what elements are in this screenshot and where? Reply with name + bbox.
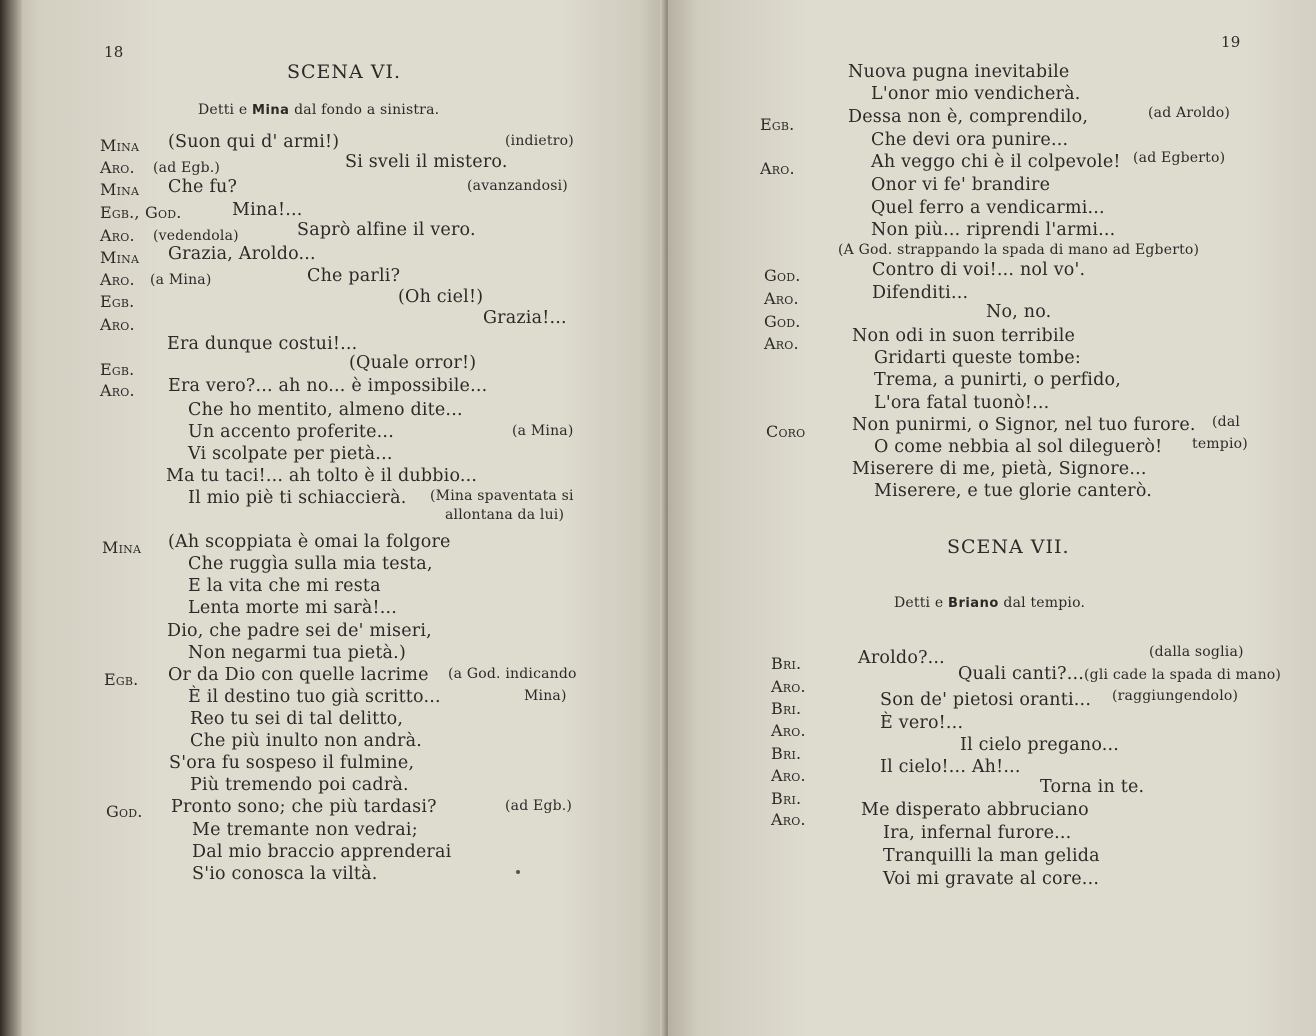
- verse-line: Ma tu taci!... ah tolto è il dubbio...: [166, 466, 478, 486]
- ink-spot: [516, 870, 520, 874]
- speaker: God.: [764, 312, 801, 331]
- speaker: Aro.: [100, 381, 135, 400]
- stage-direction: (vedendola): [153, 228, 239, 244]
- verse-line: S'io conosca la viltà.: [192, 864, 378, 884]
- speaker: Egb.: [760, 115, 795, 134]
- verse-line: Era vero?... ah no... è impossibile...: [168, 376, 488, 396]
- speaker: Egb.: [100, 360, 135, 379]
- verse-line: (Quale orror!): [349, 353, 477, 373]
- speaker: Aro.: [764, 334, 799, 353]
- page-number: 18: [104, 43, 124, 61]
- verse-line: L'onor mio vendicherà.: [871, 84, 1081, 104]
- verse-line: Non più... riprendi l'armi...: [871, 220, 1116, 240]
- stage-direction: (avanzandosi): [467, 178, 568, 194]
- stage-direction: (A God. strappando la spada di mano ad Egberto): [838, 242, 1200, 258]
- verse-line: Dessa non è, comprendilo,: [848, 107, 1089, 127]
- verse-line: Miserere, e tue glorie canterò.: [874, 481, 1153, 501]
- verse-line: Che ruggìa sulla mia testa,: [188, 554, 433, 574]
- speaker: Coro: [766, 422, 806, 441]
- speaker: Aro.: [771, 677, 806, 696]
- verse-line: Mina!...: [232, 200, 303, 220]
- speaker: God.: [764, 266, 801, 285]
- scene-title: SCENA VI.: [287, 61, 402, 83]
- verse-line: Che fu?: [168, 177, 238, 197]
- verse-line: O come nebbia al sol dileguerò!: [874, 437, 1163, 457]
- verse-line: Più tremendo poi cadrà.: [190, 775, 409, 795]
- speaker: Aro.: [100, 226, 135, 245]
- stage-direction: (a God. indicando: [448, 666, 577, 682]
- verse-line: Non odi in suon terribile: [852, 326, 1076, 346]
- verse-line: (Suon qui d' armi!): [168, 132, 340, 152]
- book-edge: [0, 0, 22, 1036]
- speaker: Bri.: [771, 744, 802, 763]
- verse-line: Voi mi gravate al core...: [883, 869, 1100, 889]
- scene-direction: Detti e Mina dal fondo a sinistra.: [198, 102, 440, 118]
- speaker: Bri.: [771, 789, 802, 808]
- stage-direction: (ad Egberto): [1133, 150, 1226, 166]
- verse-line: Or da Dio con quelle lacrime: [168, 665, 429, 685]
- verse-line: Gridarti queste tombe:: [874, 348, 1081, 368]
- stage-direction: Mina): [524, 688, 567, 704]
- verse-line: Che più inulto non andrà.: [190, 731, 422, 751]
- speaker: Aro.: [100, 158, 135, 177]
- verse-line: Tranquilli la man gelida: [883, 846, 1100, 866]
- speaker: Bri.: [771, 699, 802, 718]
- verse-line: Me disperato abbruciano: [861, 800, 1089, 820]
- verse-line: Era dunque costui!...: [167, 334, 358, 354]
- page-number: 19: [1221, 33, 1241, 51]
- speaker: Aro.: [100, 270, 135, 289]
- stage-direction: (gli cade la spada di mano): [1084, 667, 1282, 683]
- speaker: Mina: [100, 248, 140, 267]
- verse-line: Il cielo pregano...: [960, 735, 1120, 755]
- verse-line: Che parli?: [307, 266, 401, 286]
- right-page: [668, 0, 1316, 1036]
- speaker: Mina: [100, 180, 140, 199]
- verse-line: Saprò alfine il vero.: [297, 220, 476, 240]
- stage-direction: (ad Aroldo): [1148, 105, 1230, 121]
- stage-direction: (ad Egb.): [505, 798, 573, 814]
- character-name: Mina: [252, 103, 290, 118]
- verse-line: No, no.: [986, 302, 1052, 322]
- speaker: Aro.: [771, 766, 806, 785]
- speaker: Mina: [100, 136, 140, 155]
- speaker: Aro.: [764, 289, 799, 308]
- scene-direction: Detti e Briano dal tempio.: [894, 595, 1086, 611]
- verse-line: Dio, che padre sei de' miseri,: [167, 621, 432, 641]
- stage-direction: (a Mina): [512, 423, 574, 439]
- verse-line: Non negarmi tua pietà.): [188, 643, 406, 663]
- verse-line: Quali canti?...(gli cade la spada di mano): [958, 664, 1282, 684]
- verse-line: Me tremante non vedrai;: [192, 820, 418, 840]
- stage-direction: (dal: [1212, 414, 1241, 430]
- verse-line: (Oh ciel!): [398, 287, 484, 307]
- speaker: Aro.: [100, 315, 135, 334]
- speaker: Egb.: [100, 292, 135, 311]
- verse-line: Ira, infernal furore...: [883, 823, 1072, 843]
- verse-line: Pronto sono; che più tardasi?: [171, 797, 437, 817]
- stage-direction: allontana da lui): [445, 507, 565, 523]
- speaker: Aro.: [771, 721, 806, 740]
- verse-line: Si sveli il mistero.: [345, 152, 508, 172]
- verse-line: Ah veggo chi è il colpevole!: [871, 152, 1121, 172]
- speaker: Aro.: [760, 159, 795, 178]
- verse-line: Contro di voi!... nol vo'.: [872, 260, 1086, 280]
- verse-line: Trema, a punirti, o perfido,: [874, 370, 1122, 390]
- verse-line: Lenta morte mi sarà!...: [188, 598, 398, 618]
- verse-line: Nuova pugna inevitabile: [848, 62, 1070, 82]
- verse-line: S'ora fu sospeso il fulmine,: [169, 753, 415, 773]
- verse-line: Che devi ora punire...: [871, 130, 1069, 150]
- stage-direction: (dalla soglia): [1149, 644, 1244, 660]
- speaker: Bri.: [771, 654, 802, 673]
- verse-line: Che ho mentito, almeno dite...: [188, 400, 463, 420]
- verse-line: Onor vi fe' brandire: [871, 175, 1051, 195]
- verse-line: Reo tu sei di tal delitto,: [190, 709, 404, 729]
- verse-line: Difenditi...: [872, 283, 969, 303]
- verse-line: Il mio piè ti schiaccierà.: [188, 488, 407, 508]
- verse-line: L'ora fatal tuonò!...: [874, 393, 1050, 413]
- stage-direction: (indietro): [505, 133, 574, 149]
- verse-line: Grazia, Aroldo...: [168, 244, 316, 264]
- speaker: God.: [106, 802, 143, 821]
- character-name: Briano: [948, 596, 999, 611]
- speaker: Egb.: [104, 670, 139, 689]
- verse-line: Miserere di me, pietà, Signore...: [852, 459, 1147, 479]
- verse-line: Dal mio braccio apprenderai: [192, 842, 452, 862]
- speaker: Aro.: [771, 810, 806, 829]
- verse-line: Non punirmi, o Signor, nel tuo furore.: [852, 415, 1196, 435]
- scene-title: SCENA VII.: [947, 536, 1070, 558]
- verse-line: È vero!...: [880, 713, 964, 733]
- verse-line: Grazia!...: [483, 308, 567, 328]
- speaker: Mina: [102, 538, 142, 557]
- verse-line: Un accento proferite...: [188, 422, 394, 442]
- speaker: Egb., God.: [100, 203, 182, 222]
- stage-direction: (raggiungendolo): [1112, 688, 1239, 704]
- stage-direction: (a Mina): [150, 272, 212, 288]
- stage-direction: tempio): [1192, 436, 1248, 452]
- verse-line: Il cielo!... Ah!...: [880, 757, 1021, 777]
- verse-line: Torna in te.: [1040, 777, 1145, 797]
- verse-line: È il destino tuo già scritto...: [188, 687, 441, 707]
- verse-line: Aroldo?...: [858, 648, 945, 668]
- verse-line: (Ah scoppiata è omai la folgore: [168, 532, 451, 552]
- stage-direction: (Mina spaventata si: [430, 488, 574, 504]
- verse-line: Son de' pietosi oranti...: [880, 690, 1092, 710]
- verse-line: Quel ferro a vendicarmi...: [871, 198, 1105, 218]
- verse-line: Vi scolpate per pietà...: [188, 444, 393, 464]
- verse-line: E la vita che mi resta: [188, 576, 381, 596]
- stage-direction: (ad Egb.): [153, 160, 221, 176]
